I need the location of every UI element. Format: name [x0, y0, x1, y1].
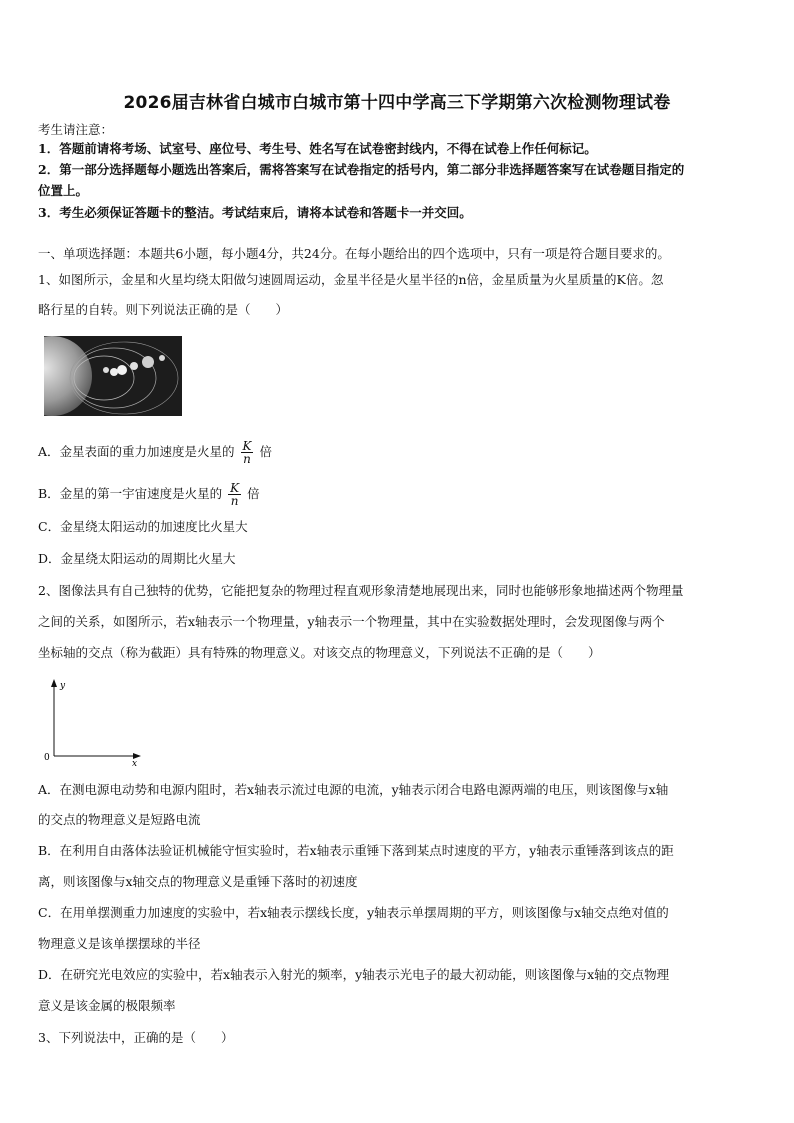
notice-item-2: 2．第一部分选择题每小题选出答案后，需将答案写在试卷指定的括号内，第二部分非选择题答案写在试卷题目指定的	[38, 162, 685, 177]
fraction-denominator: n	[243, 452, 251, 466]
q1-option-a	[38, 440, 758, 465]
q1-stem-line1: 1、如图所示，金星和火星均绕太阳做匀速圆周运动，金星半径是火星半径的n倍，金星质量为火星质量的K倍。忽	[38, 272, 664, 287]
origin-label: 0	[44, 753, 50, 763]
q2-stem-line2: 之间的关系，如图所示，若x轴表示一个物理量，y轴表示一个物理量，其中在实验数据处理时，会发现图像与两个	[38, 614, 665, 629]
notice-item-3: 3．考生必须保证答题卡的整洁。考试结束后，请将本试卷和答题卡一并交回。	[38, 205, 472, 220]
notice-item-2-cont: 位置上。	[38, 183, 89, 198]
q1-option-b-text: B．金星的第一宇宙速度是火星的	[38, 486, 223, 501]
q2-option-c-line2: 物理意义是该单摆摆球的半径	[38, 936, 201, 951]
q2-option-b-line2: 离，则该图像与x轴交点的物理意义是重锤下落时的初速度	[38, 874, 358, 889]
q2-option-a-line1: A．在测电源电动势和电源内阻时，若x轴表示流过电源的电流，y轴表示闭合电路电源两端的电压，则该图像与x轴	[38, 782, 669, 797]
notice-heading: 考生请注意：	[38, 122, 114, 137]
q2-option-c-line1: C．在用单摆测重力加速度的实验中，若x轴表示摆线长度，y轴表示单摆周期的平方，则该图像与x轴交点绝对值的	[38, 905, 669, 920]
q2-option-d-line2: 意义是该金属的极限频率	[38, 998, 176, 1013]
solar-system-image	[44, 336, 182, 416]
q1-option-b	[38, 482, 758, 507]
section-heading: 一、单项选择题：本题共6小题，每小题4分，共24分。在每小题给出的四个选项中，只有一项是符合题目要求的。	[38, 246, 670, 261]
q2-stem-line3: 坐标轴的交点（称为截距）具有特殊的物理意义。对该交点的物理意义，下列说法不正确的是（ ）	[38, 645, 601, 660]
y-axis-arrow	[51, 679, 57, 687]
q1-option-b-suffix: 倍	[247, 486, 260, 501]
q1-option-a-suffix: 倍	[259, 444, 272, 459]
coordinate-axes-figure	[40, 676, 150, 768]
fraction-denominator: n	[230, 494, 239, 508]
fraction-k-over-n	[241, 440, 254, 465]
fraction-k-over-n	[228, 482, 241, 507]
fraction-numerator: K	[242, 439, 252, 453]
x-axis-label: x	[132, 759, 138, 768]
y-axis-label: y	[60, 681, 66, 691]
notice-item-1: 1．答题前请将考场、试室号、座位号、考生号、姓名写在试卷密封线内，不得在试卷上作任何标记。	[38, 141, 597, 156]
q2-option-a-line2: 的交点的物理意义是短路电流	[38, 812, 201, 827]
q1-option-c: C．金星绕太阳运动的加速度比火星大	[38, 519, 248, 534]
q2-option-b-line1: B．在利用自由落体法验证机械能守恒实验时，若x轴表示重锤下落到某点时速度的平方，y轴表示重锤落到该点的距	[38, 843, 674, 858]
q2-stem-line1: 2、图像法具有自己独特的优势，它能把复杂的物理过程直观形象清楚地展现出来，同时也能够形象地描述两个物理量	[38, 583, 684, 598]
fraction-numerator: K	[230, 481, 240, 495]
q2-option-d-line1: D．在研究光电效应的实验中，若x轴表示入射光的频率，y轴表示光电子的最大初动能，则该图像与x轴的交点物理	[38, 967, 670, 982]
q1-stem-line2: 略行星的自转。则下列说法正确的是（ ）	[38, 302, 289, 317]
page-title: 2026届吉林省白城市白城市第十四中学高三下学期第六次检测物理试卷	[123, 93, 671, 113]
q1-option-a-text: A．金星表面的重力加速度是火星的	[38, 444, 235, 459]
q3-stem: 3、下列说法中，正确的是（ ）	[38, 1030, 234, 1045]
q1-option-d: D．金星绕太阳运动的周期比火星大	[38, 551, 236, 566]
